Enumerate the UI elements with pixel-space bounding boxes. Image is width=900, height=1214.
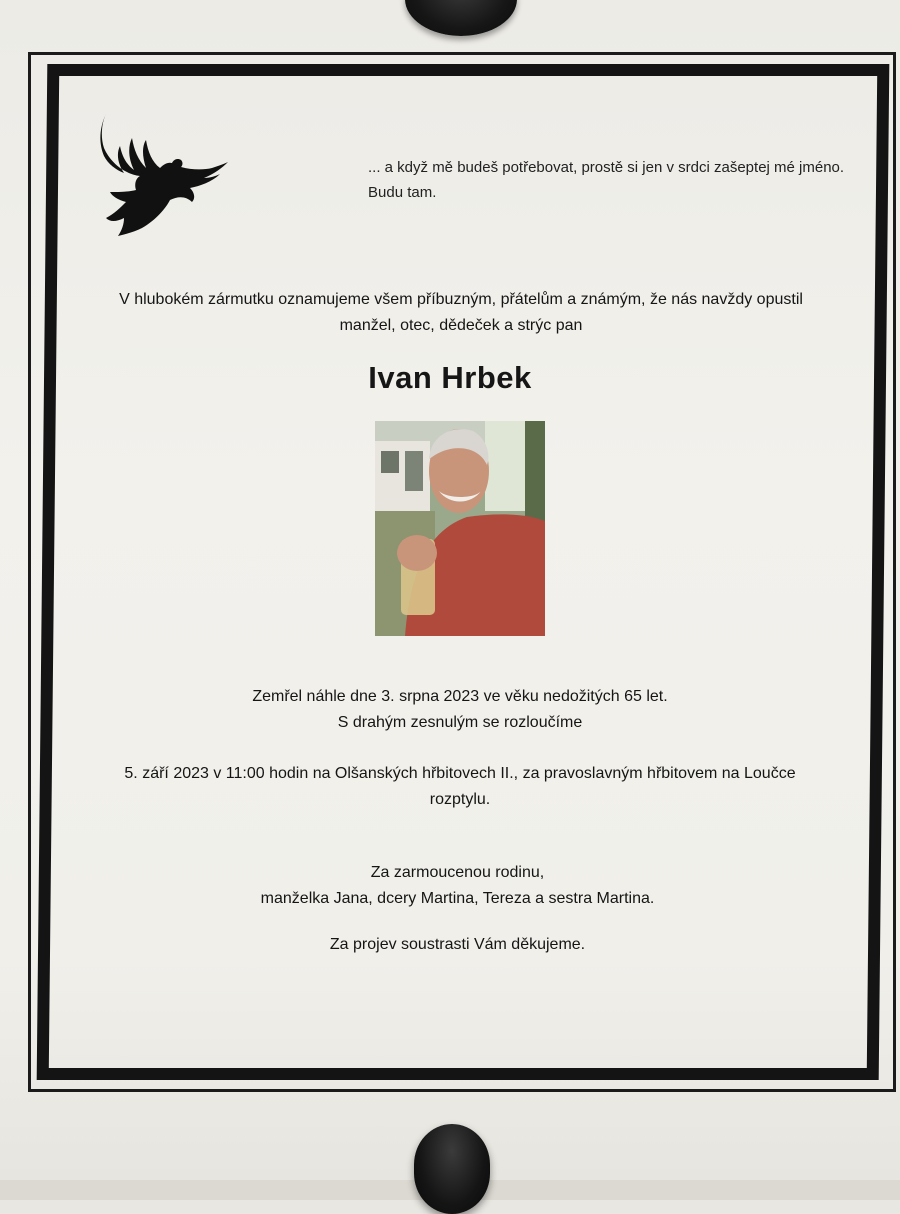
portrait-photo bbox=[375, 421, 545, 636]
bottom-magnet bbox=[414, 1124, 490, 1214]
family-signature bbox=[150, 860, 765, 912]
death-announcement: V hlubokém zármutku oznamujeme všem příbuzným, přátelům a známým, že nás navždy opustil manžel, otec, dědeček a strýc pan bbox=[119, 291, 803, 334]
thanks-line: Za projev soustrasti Vám děkujeme. bbox=[329, 936, 586, 953]
dove-icon bbox=[94, 112, 230, 238]
deceased-name: Ivan Hrbek bbox=[368, 360, 532, 395]
death-info bbox=[150, 684, 770, 736]
family-intro: Za zarmoucenou rodinu, bbox=[370, 864, 545, 881]
opening-quote: ... a když mě budeš potřebovat, prostě si jen v srdci zašeptej mé jméno. Budu tam. bbox=[368, 159, 845, 201]
family-names: manželka Jana, dcery Martina, Tereza a sestra Martina. bbox=[260, 890, 655, 907]
farewell-line: S drahým zesnulým se rozloučíme bbox=[337, 714, 583, 731]
funeral-info: 5. září 2023 v 11:00 hodin na Olšanských hřbitovech II., za pravoslavným hřbitovem na Loučce rozptylu. bbox=[124, 765, 796, 808]
death-line: Zemřel náhle dne 3. srpna 2023 ve věku nedožitých 65 let. bbox=[252, 688, 668, 705]
